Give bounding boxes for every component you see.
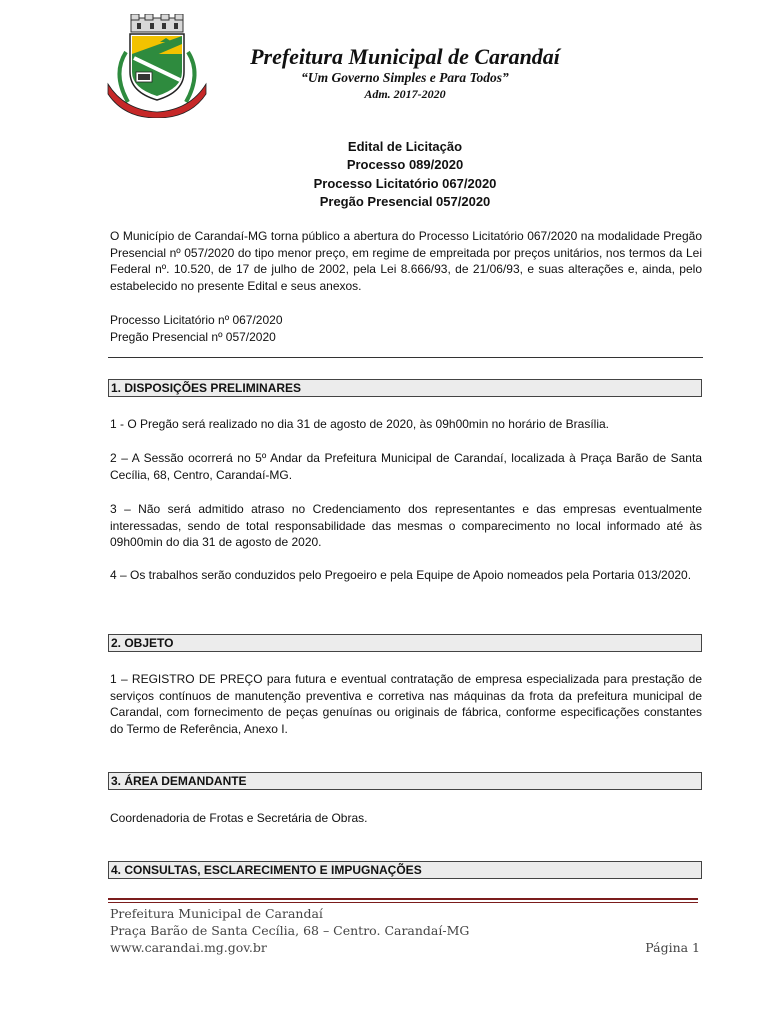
footer-address: Praça Barão de Santa Cecília, 68 – Centro. Carandaí-MG xyxy=(110,923,470,938)
section-1-item-4: 4 – Os trabalhos serão conduzidos pelo Pregoeiro e pela Equipe de Apoio nomeados pela Portaria 013/2020. xyxy=(110,568,692,582)
coat-of-arms-logo xyxy=(104,14,210,118)
footer-website: www.carandai.mg.gov.br xyxy=(110,940,267,955)
section-2-item-1: 1 – REGISTRO DE PREÇO para futura e eventual contratação de empresa especializada para prestação de serviços contínuos de manutenção preventiva e corretiva nas máquinas da frota da prefeitura municipal de Carandal, com fornecimento de peças genuínas ou originais de fábrica, conforme especificações constantes do Termo de Referência, Anexo I. xyxy=(110,672,702,736)
reference-pregao: Pregão Presencial nº 057/2020 xyxy=(110,329,276,344)
reference-lines xyxy=(110,312,702,345)
footer-rule-thin xyxy=(108,902,698,903)
section-heading-1: 1. DISPOSIÇÕES PRELIMINARES xyxy=(108,379,702,397)
process-number: Processo 089/2020 xyxy=(346,157,464,173)
document-title: Edital de Licitação xyxy=(347,139,463,154)
header-administration: Adm. 2017-2020 xyxy=(364,87,446,101)
divider xyxy=(108,357,703,358)
section-3-item-1: Coordenadoria de Frotas e Secretária de Obras. xyxy=(110,811,368,825)
header-title: Prefeitura Municipal de Carandaí xyxy=(250,44,560,69)
footer-rule xyxy=(108,898,698,900)
section-heading-3: 3. ÁREA DEMANDANTE xyxy=(108,772,702,790)
header-motto: “Um Governo Simples e Para Todos” xyxy=(301,70,509,85)
section-heading-2: 2. OBJETO xyxy=(108,634,702,652)
document-titles xyxy=(110,138,700,211)
section-1-item-2: 2 – A Sessão ocorrerá no 5º Andar da Prefeitura Municipal de Carandaí, localizada à Praça Barão de Santa Cecília, 68, Centro, Carandaí-MG. xyxy=(110,451,702,482)
licitation-process-number: Processo Licitatório 067/2020 xyxy=(313,175,497,191)
footer-org: Prefeitura Municipal de Carandaí xyxy=(110,906,323,921)
section-heading-4: 4. CONSULTAS, ESCLARECIMENTO E IMPUGNAÇÕES xyxy=(108,861,702,879)
intro-paragraph: O Município de Carandaí-MG torna público a abertura do Processo Licitatório 067/2020 na modalidade Pregão Presencial nº 057/2020 do tipo menor preço, em regime de empreitada por preços unitários, nos termos da Lei Federal nº. 10.520, de 17 de julho de 2002, pela Lei 8.666/93, de 21/06/93, e suas alterações e, ainda, pelo estabelecido no presente Edital e seus anexos. xyxy=(110,229,702,293)
page-number: Página 1 xyxy=(645,940,700,955)
pregao-number: Pregão Presencial 057/2020 xyxy=(319,193,491,209)
section-1-item-1: 1 - O Pregão será realizado no dia 31 de agosto de 2020, às 09h00min no horário de Brasília. xyxy=(110,417,609,431)
section-1-item-3: 3 – Não será admitido atraso no Credenciamento dos representantes e das empresas eventualmente interessadas, sendo de total responsabilidade das mesmas o comparecimento no local informado até às 09h00min do dia 31 de agosto de 2020. xyxy=(110,502,702,549)
footer xyxy=(110,905,700,956)
reference-process: Processo Licitatório nº 067/2020 xyxy=(110,313,283,327)
